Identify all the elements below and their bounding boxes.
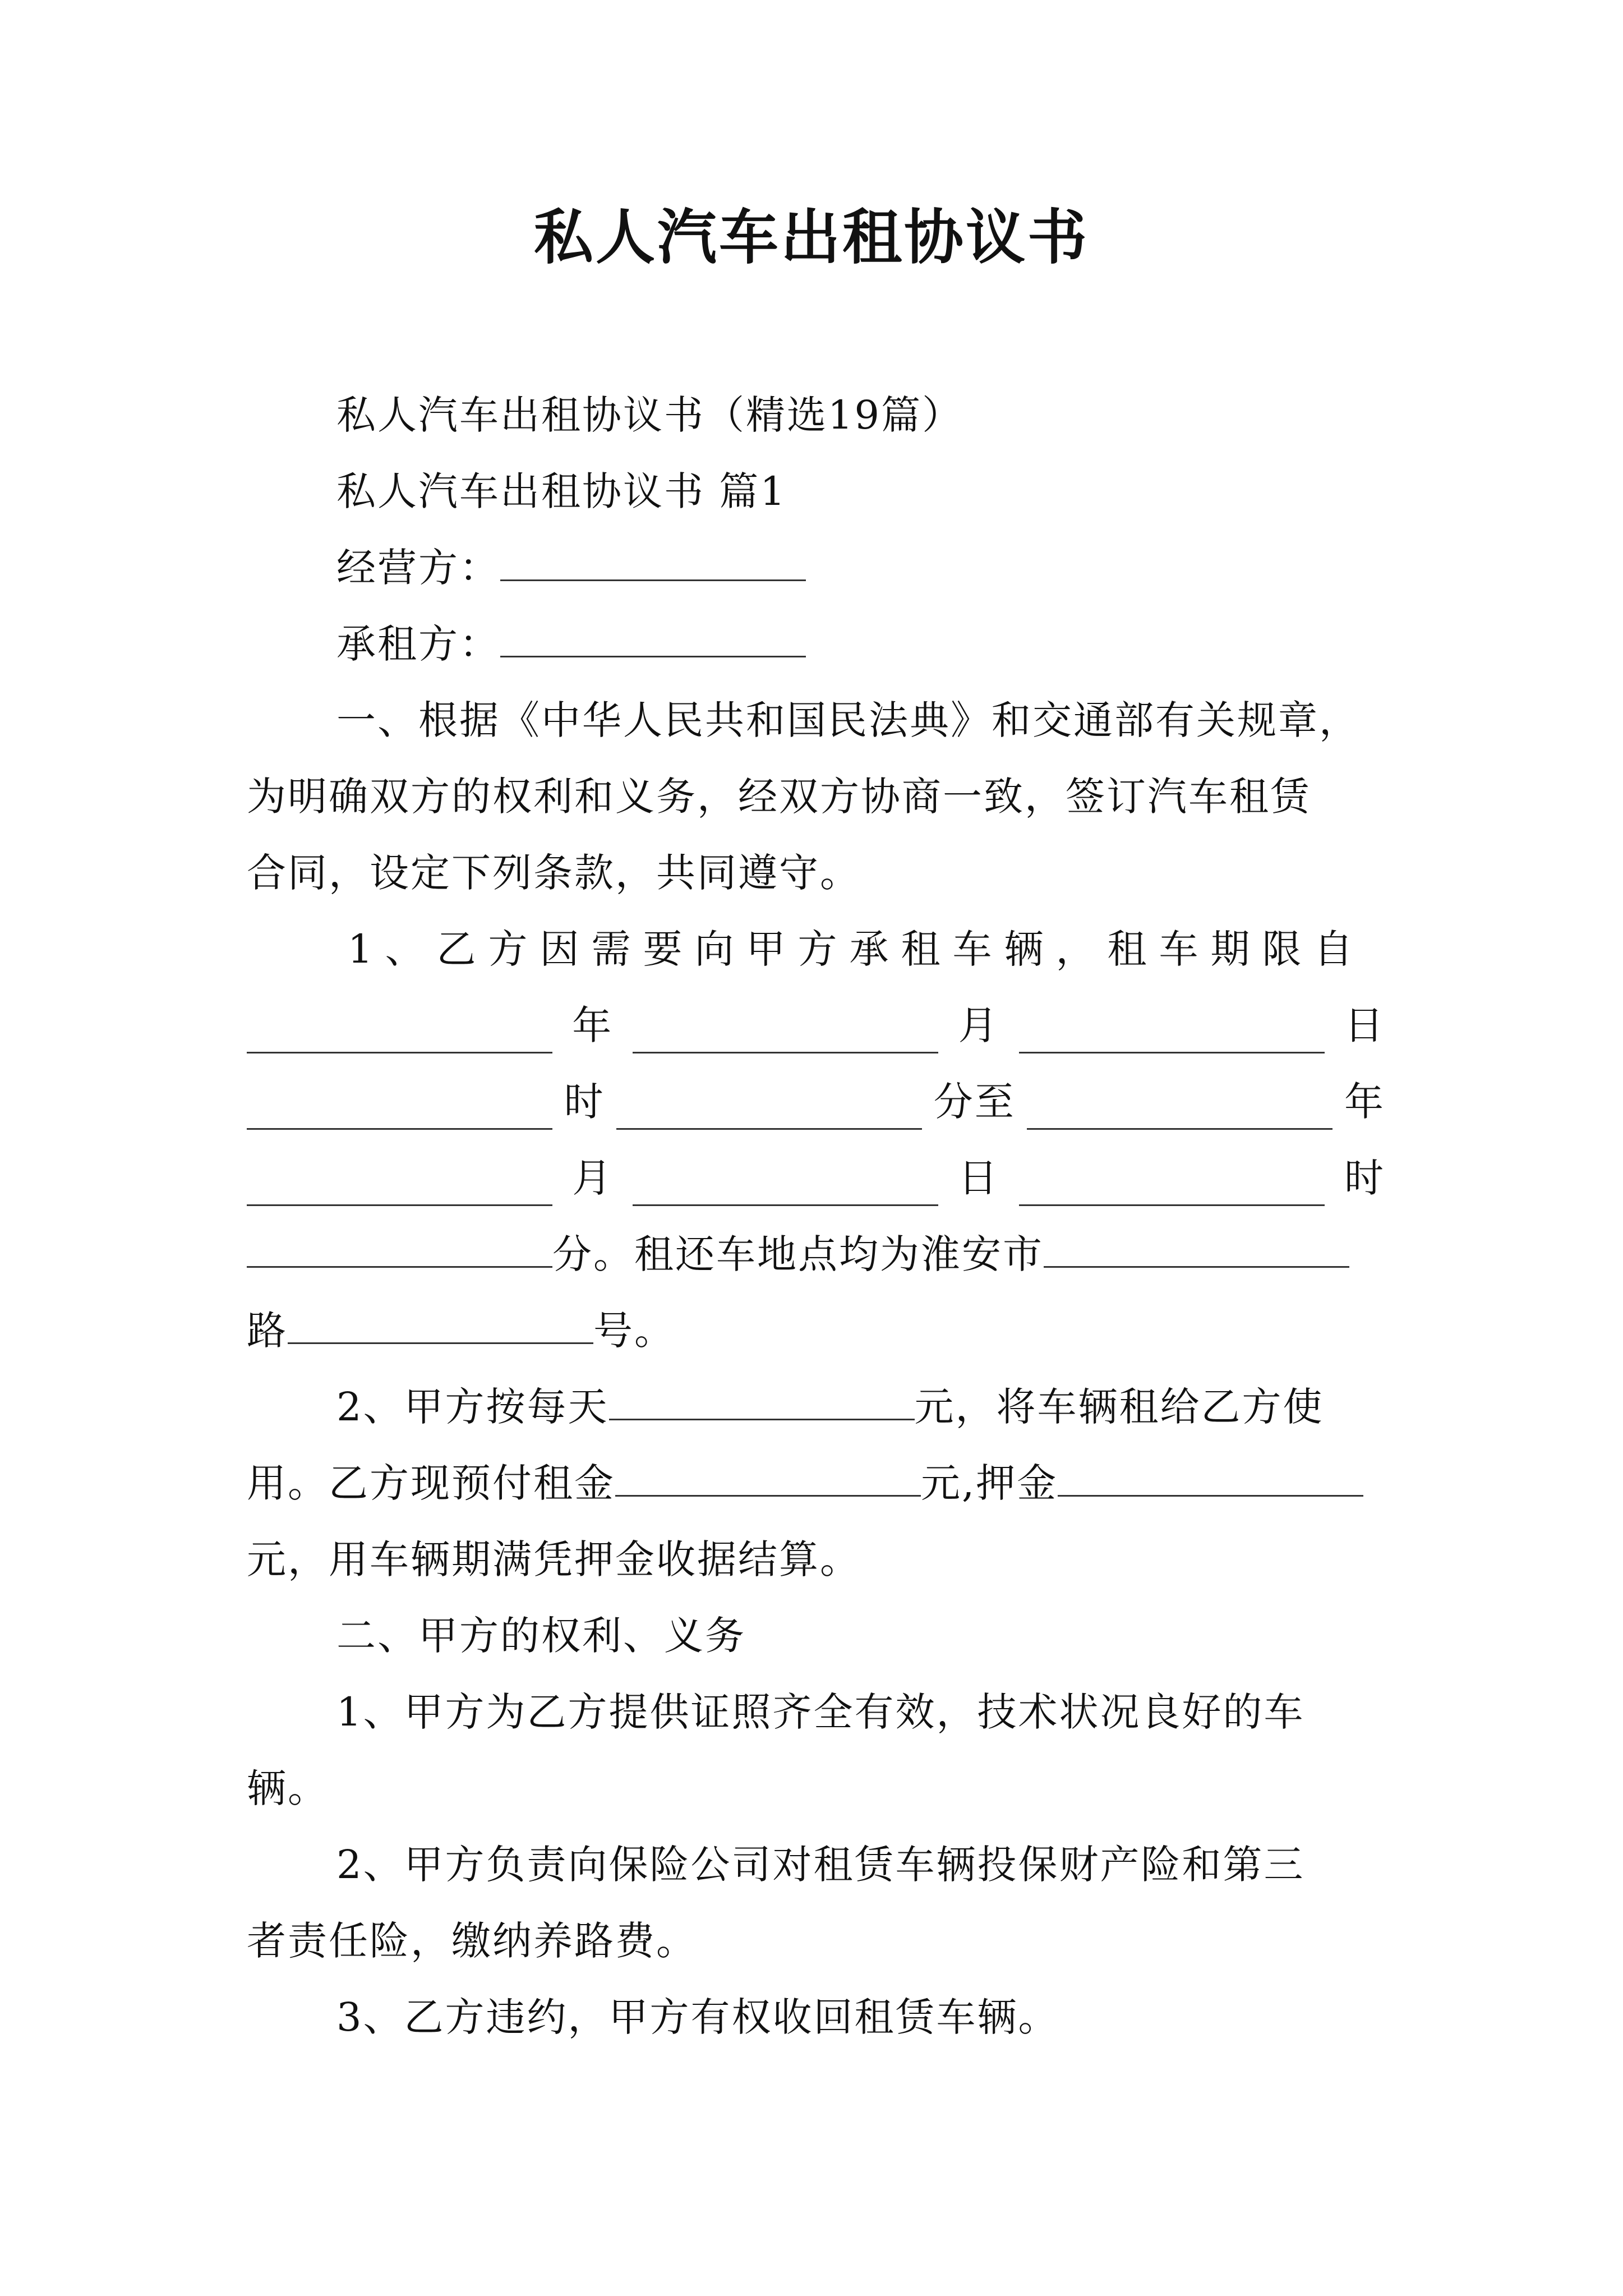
hour2-label: 时 xyxy=(1344,1155,1385,1201)
daily-rate-label: 2、甲方按每天 xyxy=(336,1384,609,1430)
clause2-line3: 元，用车辆期满凭押金收据结算。 xyxy=(247,1536,861,1582)
clause2-line2 xyxy=(247,1455,1385,1511)
operator-label: 经营方： xyxy=(336,545,500,591)
month-label: 月 xyxy=(958,1002,999,1048)
section2-item1-line1: 1、甲方为乙方提供证照齐全有效，技术状况良好的车 xyxy=(336,1689,1305,1735)
clause1-date-row2 xyxy=(247,1074,1385,1130)
daily-rate-suffix: 元，将车辆租给乙方使 xyxy=(914,1384,1324,1430)
section2-item2-line2: 者责任险，缴纳养路费。 xyxy=(247,1918,697,1964)
deposit-label: 元,押金 xyxy=(921,1460,1058,1506)
start-day-blank xyxy=(1019,1017,1325,1053)
operator-blank xyxy=(500,545,806,581)
clause1-intro: 1、乙方因需要向甲方承租车辆，租车期限自 xyxy=(348,926,1366,972)
clause2-line1 xyxy=(336,1379,1385,1435)
clause1-road-row xyxy=(247,1303,1385,1359)
document-title: 私人汽车出租协议书 xyxy=(534,202,1089,272)
year-label: 年 xyxy=(572,1002,614,1048)
start-month-blank xyxy=(633,1017,938,1053)
operator-line xyxy=(336,540,1385,596)
section2-heading: 二、甲方的权利、义务 xyxy=(336,1613,746,1659)
section2-item1-line2: 辆。 xyxy=(247,1765,329,1811)
clause1-place-row xyxy=(247,1226,1385,1282)
clause1-date-row3 xyxy=(247,1150,1385,1206)
section1-line1: 一、根据《中华人民共和国民法典》和交通部有关规章， xyxy=(336,697,1360,743)
prepaid-label: 用。乙方现预付租金 xyxy=(247,1460,615,1506)
section2-item2-line1: 2、甲方负责向保险公司对租赁车辆投保财产险和第三 xyxy=(336,1842,1305,1888)
day-label: 日 xyxy=(1344,1002,1385,1048)
end-minute-blank xyxy=(247,1231,552,1268)
section2-item3: 3、乙方违约，甲方有权收回租赁车辆。 xyxy=(336,1994,1059,2040)
lessee-blank xyxy=(500,621,806,657)
deposit-blank xyxy=(1058,1460,1363,1497)
subtitle: 私人汽车出租协议书（精选19篇） xyxy=(336,392,963,438)
lessee-label: 承租方： xyxy=(336,621,500,667)
part-heading: 私人汽车出租协议书 篇1 xyxy=(336,468,787,514)
year2-label: 年 xyxy=(1344,1079,1385,1125)
minute-to-label: 分至 xyxy=(933,1079,1016,1125)
clause1-date-row1 xyxy=(247,997,1385,1053)
end-hour-blank xyxy=(1019,1170,1325,1206)
start-year-blank xyxy=(247,1017,552,1053)
section1-line2: 为明确双方的权利和义务，经双方协商一致，签订汽车租赁 xyxy=(247,774,1311,820)
prepaid-blank xyxy=(615,1460,921,1497)
month2-label: 月 xyxy=(572,1155,614,1201)
end-day-blank xyxy=(633,1170,938,1206)
hour-label: 时 xyxy=(564,1079,605,1125)
start-hour-blank xyxy=(247,1093,552,1130)
daily-rate-blank xyxy=(609,1384,915,1420)
road-blank xyxy=(288,1308,593,1344)
number-label: 号。 xyxy=(593,1308,675,1354)
city-blank xyxy=(1044,1231,1349,1268)
end-year-blank xyxy=(1027,1093,1332,1130)
start-minute-blank xyxy=(616,1093,922,1130)
minute-place-label: 分。租还车地点均为淮安市 xyxy=(552,1231,1044,1277)
lessee-line xyxy=(336,616,1385,672)
end-month-blank xyxy=(247,1170,552,1206)
day2-label: 日 xyxy=(958,1155,999,1201)
section1-line3: 合同，设定下列条款，共同遵守。 xyxy=(247,850,861,896)
road-label: 路 xyxy=(247,1308,288,1354)
